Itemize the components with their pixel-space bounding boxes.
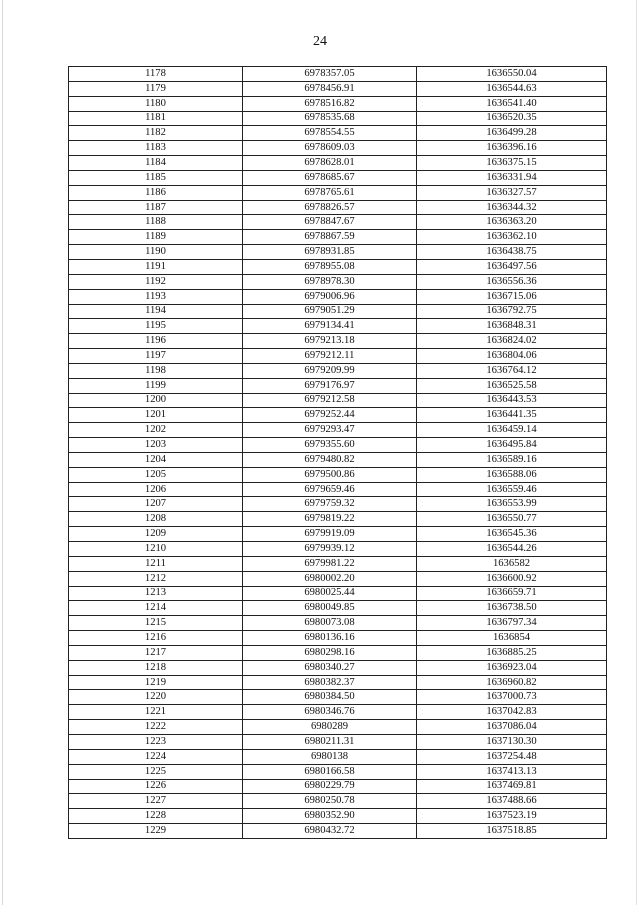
point-number-cell: 1202	[69, 423, 243, 438]
point-number-cell: 1182	[69, 126, 243, 141]
y-coordinate-cell: 1636960.82	[417, 675, 607, 690]
x-coordinate-cell: 6980352.90	[243, 809, 417, 824]
y-coordinate-cell: 1636344.32	[417, 200, 607, 215]
coordinates-table-body	[69, 67, 607, 839]
table-row	[69, 660, 607, 675]
table-row	[69, 794, 607, 809]
x-coordinate-cell: 6978628.01	[243, 156, 417, 171]
table-row	[69, 215, 607, 230]
y-coordinate-cell: 1636659.71	[417, 586, 607, 601]
table-row	[69, 467, 607, 482]
x-coordinate-cell: 6980136.16	[243, 631, 417, 646]
y-coordinate-cell: 1636550.04	[417, 67, 607, 82]
point-number-cell: 1214	[69, 601, 243, 616]
y-coordinate-cell: 1636541.40	[417, 96, 607, 111]
table-row	[69, 586, 607, 601]
x-coordinate-cell: 6979209.99	[243, 363, 417, 378]
y-coordinate-cell: 1637518.85	[417, 824, 607, 839]
point-number-cell: 1185	[69, 170, 243, 185]
x-coordinate-cell: 6978516.82	[243, 96, 417, 111]
point-number-cell: 1180	[69, 96, 243, 111]
y-coordinate-cell: 1636556.36	[417, 274, 607, 289]
y-coordinate-cell: 1636715.06	[417, 289, 607, 304]
y-coordinate-cell: 1636525.58	[417, 378, 607, 393]
x-coordinate-cell: 6978685.67	[243, 170, 417, 185]
x-coordinate-cell: 6978357.05	[243, 67, 417, 82]
y-coordinate-cell: 1636824.02	[417, 334, 607, 349]
point-number-cell: 1199	[69, 378, 243, 393]
y-coordinate-cell: 1636459.14	[417, 423, 607, 438]
table-row	[69, 556, 607, 571]
point-number-cell: 1223	[69, 734, 243, 749]
point-number-cell: 1192	[69, 274, 243, 289]
y-coordinate-cell: 1636792.75	[417, 304, 607, 319]
point-number-cell: 1217	[69, 645, 243, 660]
table-row	[69, 482, 607, 497]
y-coordinate-cell: 1636544.26	[417, 542, 607, 557]
table-row	[69, 230, 607, 245]
scan-edge-right	[636, 0, 637, 905]
x-coordinate-cell: 6978456.91	[243, 81, 417, 96]
table-row	[69, 542, 607, 557]
y-coordinate-cell: 1636545.36	[417, 527, 607, 542]
x-coordinate-cell: 6979006.96	[243, 289, 417, 304]
point-number-cell: 1207	[69, 497, 243, 512]
table-row	[69, 824, 607, 839]
x-coordinate-cell: 6979212.58	[243, 393, 417, 408]
x-coordinate-cell: 6980340.27	[243, 660, 417, 675]
y-coordinate-cell: 1636885.25	[417, 645, 607, 660]
x-coordinate-cell: 6979759.32	[243, 497, 417, 512]
point-number-cell: 1213	[69, 586, 243, 601]
y-coordinate-cell: 1636804.06	[417, 349, 607, 364]
table-row	[69, 111, 607, 126]
point-number-cell: 1195	[69, 319, 243, 334]
x-coordinate-cell: 6980002.20	[243, 571, 417, 586]
table-row	[69, 497, 607, 512]
y-coordinate-cell: 1636497.56	[417, 259, 607, 274]
point-number-cell: 1216	[69, 631, 243, 646]
point-number-cell: 1190	[69, 245, 243, 260]
table-row	[69, 170, 607, 185]
point-number-cell: 1220	[69, 690, 243, 705]
x-coordinate-cell: 6980138	[243, 749, 417, 764]
y-coordinate-cell: 1636582	[417, 556, 607, 571]
x-coordinate-cell: 6978955.08	[243, 259, 417, 274]
y-coordinate-cell: 1636443.53	[417, 393, 607, 408]
table-row	[69, 749, 607, 764]
point-number-cell: 1183	[69, 141, 243, 156]
y-coordinate-cell: 1636559.46	[417, 482, 607, 497]
table-row	[69, 779, 607, 794]
point-number-cell: 1224	[69, 749, 243, 764]
point-number-cell: 1228	[69, 809, 243, 824]
point-number-cell: 1203	[69, 438, 243, 453]
y-coordinate-cell: 1636441.35	[417, 408, 607, 423]
point-number-cell: 1205	[69, 467, 243, 482]
x-coordinate-cell: 6980289	[243, 720, 417, 735]
scan-edge-left	[2, 0, 3, 905]
table-row	[69, 675, 607, 690]
y-coordinate-cell: 1637469.81	[417, 779, 607, 794]
table-row	[69, 141, 607, 156]
table-row	[69, 334, 607, 349]
point-number-cell: 1188	[69, 215, 243, 230]
y-coordinate-cell: 1636600.92	[417, 571, 607, 586]
x-coordinate-cell: 6979051.29	[243, 304, 417, 319]
x-coordinate-cell: 6979480.82	[243, 452, 417, 467]
y-coordinate-cell: 1636550.77	[417, 512, 607, 527]
point-number-cell: 1225	[69, 764, 243, 779]
x-coordinate-cell: 6980166.58	[243, 764, 417, 779]
point-number-cell: 1179	[69, 81, 243, 96]
table-row	[69, 67, 607, 82]
point-number-cell: 1178	[69, 67, 243, 82]
point-number-cell: 1201	[69, 408, 243, 423]
table-row	[69, 378, 607, 393]
table-row	[69, 259, 607, 274]
table-row	[69, 349, 607, 364]
x-coordinate-cell: 6979293.47	[243, 423, 417, 438]
table-row	[69, 126, 607, 141]
point-number-cell: 1227	[69, 794, 243, 809]
table-row	[69, 764, 607, 779]
table-row	[69, 245, 607, 260]
point-number-cell: 1211	[69, 556, 243, 571]
y-coordinate-cell: 1636520.35	[417, 111, 607, 126]
point-number-cell: 1189	[69, 230, 243, 245]
table-row	[69, 809, 607, 824]
table-row	[69, 601, 607, 616]
point-number-cell: 1221	[69, 705, 243, 720]
y-coordinate-cell: 1636764.12	[417, 363, 607, 378]
y-coordinate-cell: 1637086.04	[417, 720, 607, 735]
table-row	[69, 512, 607, 527]
y-coordinate-cell: 1637413.13	[417, 764, 607, 779]
table-row	[69, 185, 607, 200]
x-coordinate-cell: 6980298.16	[243, 645, 417, 660]
point-number-cell: 1219	[69, 675, 243, 690]
y-coordinate-cell: 1636438.75	[417, 245, 607, 260]
x-coordinate-cell: 6979981.22	[243, 556, 417, 571]
table-row	[69, 571, 607, 586]
table-row	[69, 274, 607, 289]
y-coordinate-cell: 1636331.94	[417, 170, 607, 185]
y-coordinate-cell: 1636923.04	[417, 660, 607, 675]
table-row	[69, 616, 607, 631]
x-coordinate-cell: 6979252.44	[243, 408, 417, 423]
point-number-cell: 1198	[69, 363, 243, 378]
x-coordinate-cell: 6979213.18	[243, 334, 417, 349]
y-coordinate-cell: 1636499.28	[417, 126, 607, 141]
x-coordinate-cell: 6979819.22	[243, 512, 417, 527]
y-coordinate-cell: 1636396.16	[417, 141, 607, 156]
y-coordinate-cell: 1636375.15	[417, 156, 607, 171]
table-row	[69, 645, 607, 660]
point-number-cell: 1222	[69, 720, 243, 735]
point-number-cell: 1200	[69, 393, 243, 408]
point-number-cell: 1194	[69, 304, 243, 319]
x-coordinate-cell: 6978609.03	[243, 141, 417, 156]
y-coordinate-cell: 1637523.19	[417, 809, 607, 824]
y-coordinate-cell: 1636797.34	[417, 616, 607, 631]
table-row	[69, 319, 607, 334]
x-coordinate-cell: 6978826.57	[243, 200, 417, 215]
y-coordinate-cell: 1636738.50	[417, 601, 607, 616]
table-row	[69, 631, 607, 646]
table-row	[69, 156, 607, 171]
x-coordinate-cell: 6979176.97	[243, 378, 417, 393]
y-coordinate-cell: 1636363.20	[417, 215, 607, 230]
x-coordinate-cell: 6979355.60	[243, 438, 417, 453]
point-number-cell: 1218	[69, 660, 243, 675]
x-coordinate-cell: 6979500.86	[243, 467, 417, 482]
table-row	[69, 527, 607, 542]
x-coordinate-cell: 6980250.78	[243, 794, 417, 809]
point-number-cell: 1206	[69, 482, 243, 497]
point-number-cell: 1186	[69, 185, 243, 200]
y-coordinate-cell: 1637042.83	[417, 705, 607, 720]
x-coordinate-cell: 6979939.12	[243, 542, 417, 557]
x-coordinate-cell: 6978847.67	[243, 215, 417, 230]
point-number-cell: 1226	[69, 779, 243, 794]
point-number-cell: 1187	[69, 200, 243, 215]
x-coordinate-cell: 6980346.76	[243, 705, 417, 720]
table-row	[69, 304, 607, 319]
y-coordinate-cell: 1636544.63	[417, 81, 607, 96]
x-coordinate-cell: 6979134.41	[243, 319, 417, 334]
x-coordinate-cell: 6978554.55	[243, 126, 417, 141]
x-coordinate-cell: 6978535.68	[243, 111, 417, 126]
coordinates-table	[68, 66, 607, 839]
x-coordinate-cell: 6979212.11	[243, 349, 417, 364]
x-coordinate-cell: 6978765.61	[243, 185, 417, 200]
x-coordinate-cell: 6979659.46	[243, 482, 417, 497]
table-row	[69, 81, 607, 96]
y-coordinate-cell: 1637130.30	[417, 734, 607, 749]
y-coordinate-cell: 1636589.16	[417, 452, 607, 467]
x-coordinate-cell: 6980073.08	[243, 616, 417, 631]
x-coordinate-cell: 6978867.59	[243, 230, 417, 245]
point-number-cell: 1210	[69, 542, 243, 557]
table-row	[69, 734, 607, 749]
point-number-cell: 1181	[69, 111, 243, 126]
x-coordinate-cell: 6980049.85	[243, 601, 417, 616]
x-coordinate-cell: 6978978.30	[243, 274, 417, 289]
y-coordinate-cell: 1636553.99	[417, 497, 607, 512]
point-number-cell: 1184	[69, 156, 243, 171]
table-row	[69, 690, 607, 705]
point-number-cell: 1197	[69, 349, 243, 364]
y-coordinate-cell: 1637000.73	[417, 690, 607, 705]
y-coordinate-cell: 1637254.48	[417, 749, 607, 764]
table-row	[69, 705, 607, 720]
x-coordinate-cell: 6979919.09	[243, 527, 417, 542]
y-coordinate-cell: 1637488.66	[417, 794, 607, 809]
point-number-cell: 1204	[69, 452, 243, 467]
table-row	[69, 96, 607, 111]
point-number-cell: 1191	[69, 259, 243, 274]
x-coordinate-cell: 6980382.37	[243, 675, 417, 690]
x-coordinate-cell: 6980384.50	[243, 690, 417, 705]
table-row	[69, 438, 607, 453]
point-number-cell: 1215	[69, 616, 243, 631]
point-number-cell: 1193	[69, 289, 243, 304]
y-coordinate-cell: 1636854	[417, 631, 607, 646]
x-coordinate-cell: 6980025.44	[243, 586, 417, 601]
y-coordinate-cell: 1636588.06	[417, 467, 607, 482]
y-coordinate-cell: 1636362.10	[417, 230, 607, 245]
table-row	[69, 408, 607, 423]
point-number-cell: 1212	[69, 571, 243, 586]
page-number: 24	[313, 34, 327, 49]
y-coordinate-cell: 1636495.84	[417, 438, 607, 453]
table-row	[69, 393, 607, 408]
point-number-cell: 1209	[69, 527, 243, 542]
x-coordinate-cell: 6978931.85	[243, 245, 417, 260]
x-coordinate-cell: 6980229.79	[243, 779, 417, 794]
x-coordinate-cell: 6980211.31	[243, 734, 417, 749]
table-row	[69, 289, 607, 304]
table-row	[69, 452, 607, 467]
point-number-cell: 1229	[69, 824, 243, 839]
table-row	[69, 200, 607, 215]
table-row	[69, 363, 607, 378]
y-coordinate-cell: 1636327.57	[417, 185, 607, 200]
table-row	[69, 423, 607, 438]
point-number-cell: 1196	[69, 334, 243, 349]
table-row	[69, 720, 607, 735]
point-number-cell: 1208	[69, 512, 243, 527]
x-coordinate-cell: 6980432.72	[243, 824, 417, 839]
y-coordinate-cell: 1636848.31	[417, 319, 607, 334]
